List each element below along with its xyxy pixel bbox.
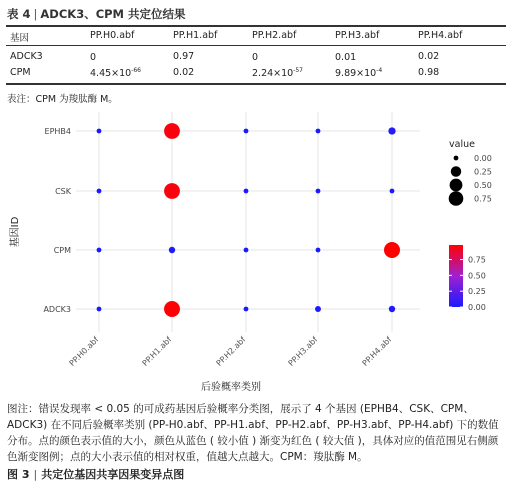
color-legend-label: 0.25: [468, 287, 486, 297]
table-header-h3: PP.H3.abf: [335, 30, 380, 41]
table-cell-gene: ADCK3: [10, 51, 43, 62]
size-legend-label: 0.25: [474, 167, 492, 177]
data-point: [169, 247, 175, 253]
table-cell-h4: 0.02: [418, 51, 440, 62]
size-legend-title: value: [449, 139, 475, 150]
color-legend-label: 0.50: [468, 271, 486, 281]
table-cell-gene: CPM: [10, 67, 31, 78]
x-tick-label: PP.H4.abf: [360, 335, 394, 368]
table-header-h0: PP.H0.abf: [90, 30, 135, 41]
data-point: [244, 129, 249, 134]
y-tick-label: EPHB4: [44, 127, 71, 136]
data-point: [316, 248, 321, 253]
y-tick-label: CPM: [53, 246, 71, 255]
table-cell-h3: $9.89\times 10^{-4}$: [335, 67, 383, 80]
color-legend-bar: [449, 245, 463, 307]
data-point: [164, 183, 180, 199]
y-tick-label: CSK: [55, 187, 71, 196]
y-axis-title: 基因ID: [10, 216, 21, 248]
size-legend-dot: [449, 191, 464, 206]
data-point: [315, 306, 321, 312]
table-note: 表注：CPM 为羧肽酶 M。: [7, 94, 118, 105]
color-legend: [449, 245, 486, 312]
table-cell-h0: 0: [90, 52, 97, 64]
y-tick-label: ADCK3: [43, 305, 71, 314]
size-legend-label: 0.75: [474, 194, 492, 204]
data-point: [316, 129, 321, 134]
figure-title: 图 3 | 共定位基因共享因果变异点图: [7, 468, 185, 481]
color-legend-label: 0.00: [468, 303, 486, 312]
data-point: [384, 242, 400, 258]
figure-title-text: 共定位基因共享因果变异点图: [41, 468, 185, 481]
table-title: 表 4 | ADCK3、CPM 共定位结果: [7, 7, 186, 21]
size-legend-dot: [451, 166, 461, 176]
table-top-rule: [6, 25, 506, 27]
data-point: [389, 306, 395, 312]
table-cell-h3: 0.01: [335, 52, 357, 64]
y-tick-labels: [43, 127, 71, 314]
data-point: [244, 189, 249, 194]
data-point: [388, 127, 395, 134]
table-header-gene: 基因: [10, 33, 30, 44]
table-header-rule: [6, 45, 506, 46]
dot-chart: [0, 110, 512, 400]
table-number: 表 4: [7, 7, 31, 21]
data-point: [164, 123, 180, 139]
data-point: [97, 129, 102, 134]
data-point: [390, 189, 395, 194]
x-axis-title: 后验概率类别: [201, 382, 261, 393]
table-header-h1: PP.H1.abf: [173, 30, 218, 41]
table-cell-h2: $2.24\times 10^{-57}$: [252, 67, 304, 80]
table-cell-h4: 0.98: [418, 67, 440, 78]
table-header-h2: PP.H2.abf: [252, 30, 297, 41]
table-bottom-rule: [6, 83, 506, 85]
table-cell-h2: 0: [252, 52, 259, 64]
table-title-text: ADCK3、CPM 共定位结果: [40, 7, 186, 21]
size-legend: [449, 139, 492, 206]
size-legend-dot: [450, 179, 463, 192]
figure-number: 图 3: [7, 468, 30, 481]
figure-caption: 图注：错误发现率 < 0.05 的可成药基因后验概率分类图，展示了 4 个基因 (EPHB4、CSK、CPM、ADCK3) 在不同后验概率类别 (PP-H0.abf、PP-H1.abf、PP-H2.abf、PP-H3.abf、PP-H4.abf) 下的数值分布。点的颜色表示值的大小，颜色从蓝色 ( 较小值 ) 渐变为红色 ( 较大值 )，具体对应的值范围见右侧颜色渐变图例；点的大小表示值的相对权重，值越大点越大。CPM：羧肽酶 M。: [7, 403, 499, 463]
table-header-h4: PP.H4.abf: [418, 30, 463, 41]
data-point: [164, 301, 180, 317]
x-tick-labels: [68, 335, 394, 368]
x-tick-label: PP.H3.abf: [286, 335, 320, 368]
table-cell-h0: $4.45\times 10^{-66}$: [90, 67, 142, 80]
data-point: [316, 189, 321, 194]
x-tick-label: PP.H1.abf: [140, 335, 174, 368]
color-legend-label: 0.75: [468, 255, 486, 265]
size-legend-label: 0.50: [474, 181, 492, 190]
table-cell-h1: 0.02: [173, 67, 195, 78]
x-tick-label: PP.H2.abf: [214, 335, 248, 368]
table-cell-h1: 0.97: [173, 51, 195, 62]
size-legend-dot: [454, 156, 459, 161]
data-point: [97, 307, 102, 312]
data-point: [244, 307, 249, 312]
data-point: [244, 248, 249, 253]
size-legend-label: 0.00: [474, 154, 492, 163]
x-tick-label: PP.H0.abf: [67, 335, 101, 368]
chart-grid: [76, 112, 420, 332]
data-point: [97, 248, 102, 253]
data-point: [97, 189, 102, 194]
